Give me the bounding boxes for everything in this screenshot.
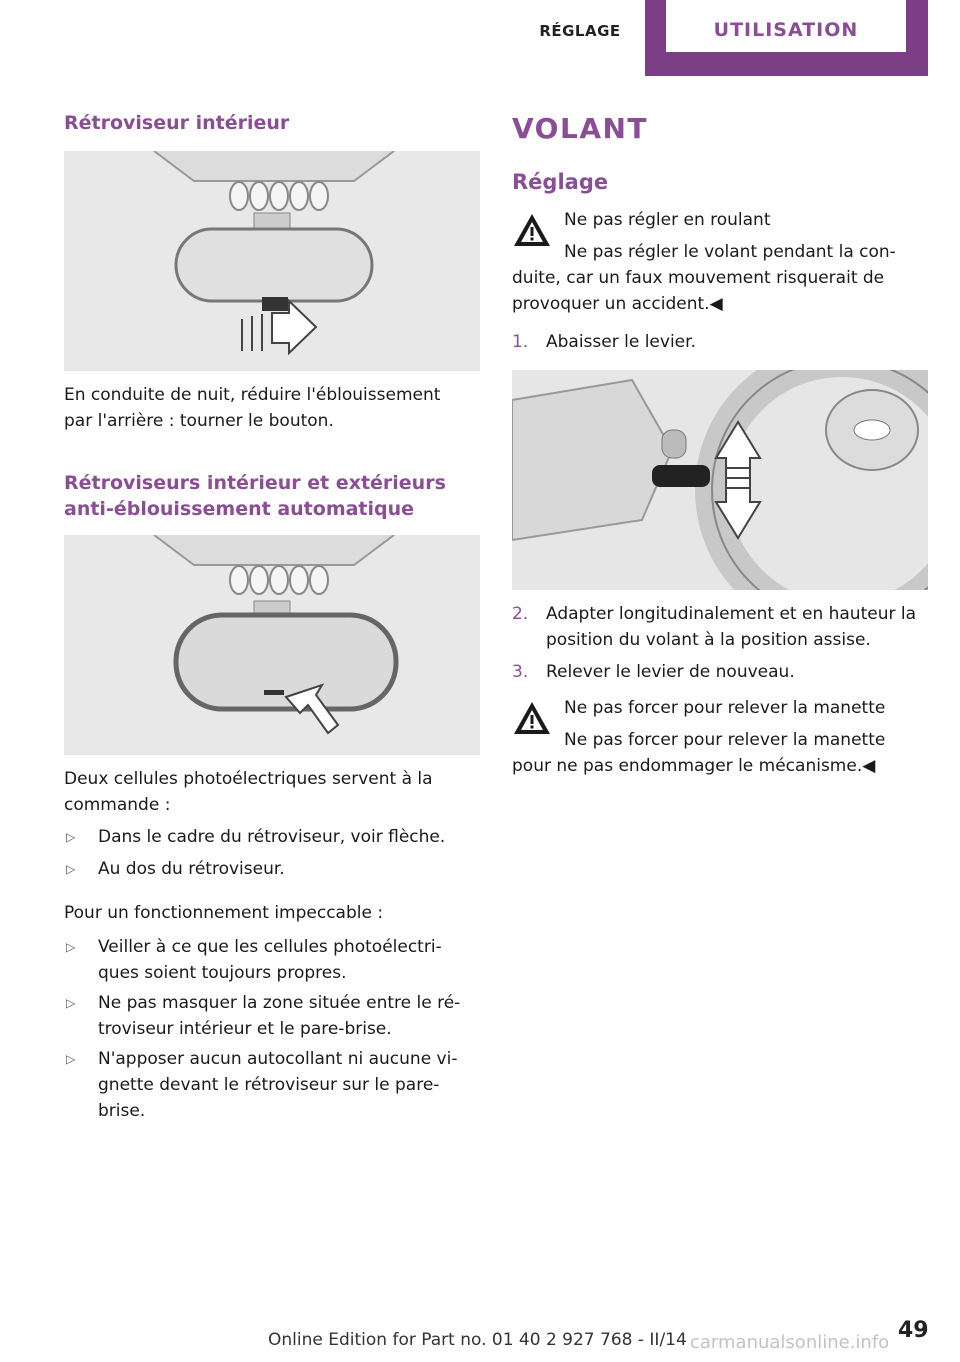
section-label: RÉGLAGE xyxy=(539,22,621,40)
list-item-text: N'apposer aucun autocollant ni aucune vi-gnette devant le rétroviseur sur le pare-brise. xyxy=(98,1049,458,1121)
list-item-text: Ne pas masquer la zone située entre le ré-troviseur intérieur et le pare-brise. xyxy=(98,993,461,1039)
footer xyxy=(0,1318,960,1354)
auto-text: Deux cellules photoélectriques servent à la commande : xyxy=(64,769,433,815)
list-item xyxy=(64,990,466,1042)
list-item-text: Dans le cadre du rétroviseur, voir flèche. xyxy=(98,827,446,847)
step-item xyxy=(512,659,930,685)
steering-illustration xyxy=(512,370,928,590)
mirror-text: En conduite de nuit, réduire l'éblouissement par l'arrière : tourner le bouton. xyxy=(64,385,441,431)
list-item-text: Veiller à ce que les cellules photoélectri-ques soient toujours propres. xyxy=(98,937,442,983)
mirror-illustration xyxy=(64,151,480,371)
steering-drawing xyxy=(512,370,928,590)
warning-title: Ne pas régler en roulant xyxy=(564,210,771,230)
auto-mirror-illustration xyxy=(64,535,480,755)
page-number: 49 xyxy=(898,1318,929,1343)
mirror-drawing xyxy=(64,151,480,371)
step-text: Abaisser le levier. xyxy=(546,332,696,352)
warning-text: Ne pas forcer pour relever la manette pour ne pas endommager le mécanisme.◀ xyxy=(512,730,886,776)
list-item xyxy=(64,1046,466,1124)
mirror-heading: Rétroviseur intérieur xyxy=(64,112,290,134)
step-item xyxy=(512,329,930,355)
watermark: carmanualsonline.info xyxy=(690,1332,890,1353)
step-item xyxy=(512,601,930,653)
list-item xyxy=(64,934,466,986)
auto-mirror-drawing xyxy=(64,535,480,755)
triangle-right-icon: ▷ xyxy=(66,1052,76,1066)
warning-title: Ne pas forcer pour relever la manette xyxy=(564,698,886,718)
warning-text: Ne pas régler le volant pendant la con-duite, car un faux mouvement risquerait de provoquer un accident.◀ xyxy=(512,242,896,314)
triangle-right-icon: ▷ xyxy=(66,996,76,1010)
function-text: Pour un fonctionnement impeccable : xyxy=(64,903,384,923)
step-number: 3. xyxy=(512,662,529,682)
list-item xyxy=(64,824,482,850)
edition-text: Online Edition for Part no. 01 40 2 927 768 - II/14 xyxy=(268,1330,687,1350)
triangle-right-icon: ▷ xyxy=(66,940,76,954)
triangle-right-icon: ▷ xyxy=(66,862,76,876)
step-number: 1. xyxy=(512,332,529,352)
list-item-text: Au dos du rétroviseur. xyxy=(98,859,285,879)
step-text: Relever le levier de nouveau. xyxy=(546,662,795,682)
section-heading: Réglage xyxy=(512,170,609,194)
step-number: 2. xyxy=(512,604,529,624)
triangle-right-icon: ▷ xyxy=(66,830,76,844)
chapter-tab xyxy=(645,0,928,76)
list-item xyxy=(64,856,482,882)
step-text: Adapter longitudinalement et en hauteur la position du volant à la position assise. xyxy=(546,604,917,650)
auto-heading-line1: Rétroviseurs intérieur et extérieurs xyxy=(64,472,446,494)
page-title: VOLANT xyxy=(512,112,649,145)
chapter-label: UTILISATION xyxy=(666,0,906,52)
auto-heading-line2: anti-éblouissement automatique xyxy=(64,498,415,520)
